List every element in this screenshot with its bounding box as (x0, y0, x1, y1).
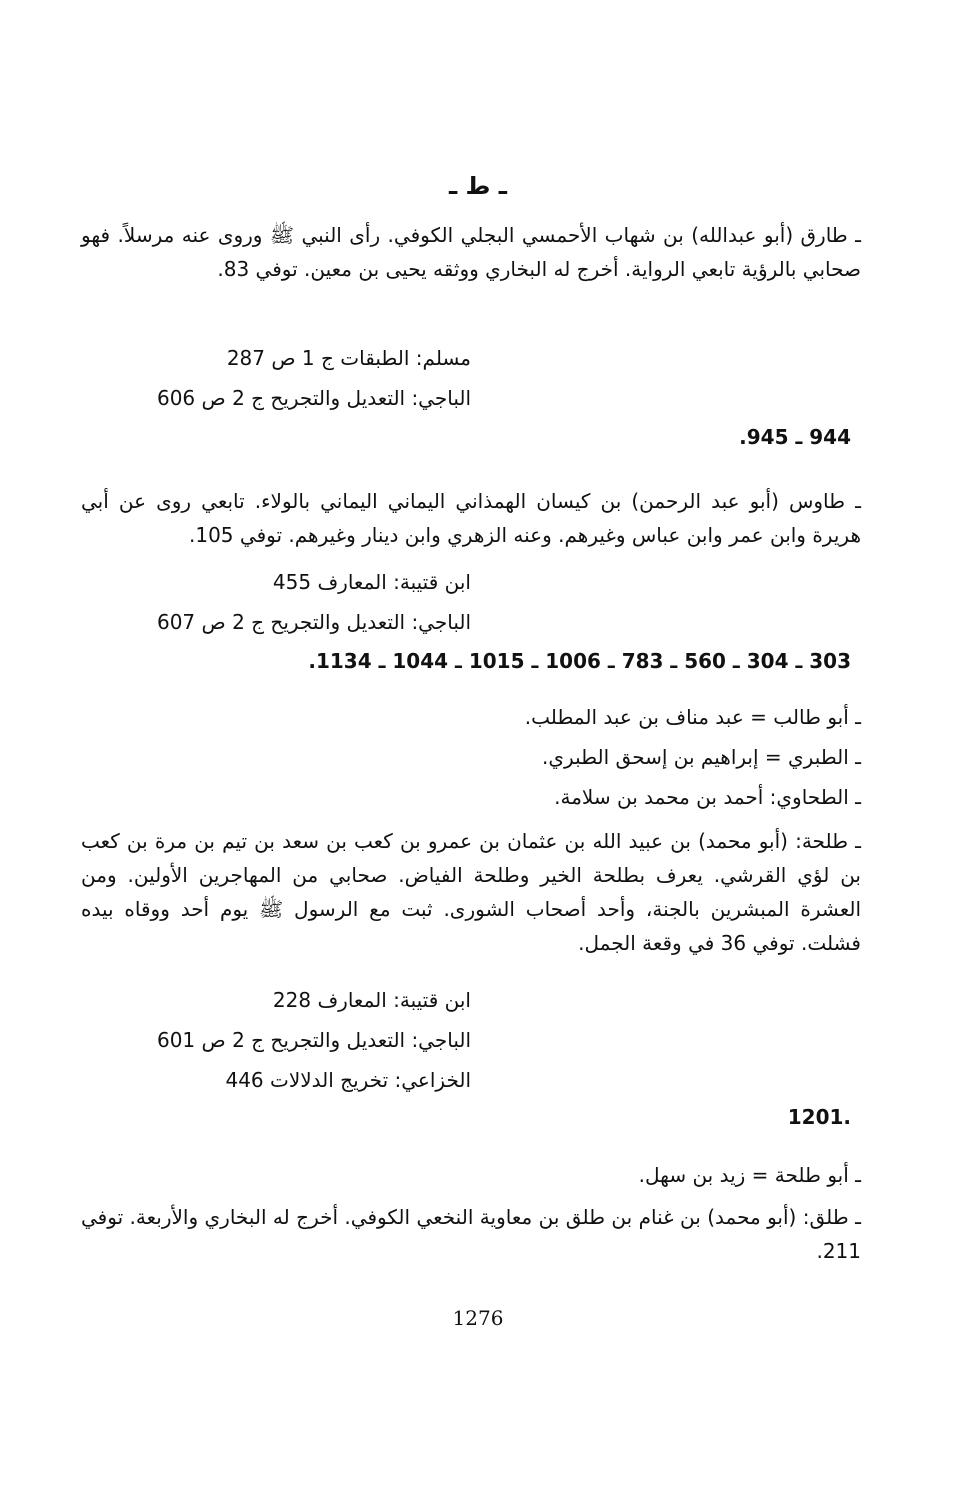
reference-numbers: 944 ـ 945. (739, 425, 851, 449)
cross-reference: ـ الطحاوي: أحمد بن محمد بن سلامة. (554, 785, 861, 809)
entry-tawus: ـ طاوس (أبو عبد الرحمن) بن كيسان الهمذاني اليماني اليماني بالولاء. تابعي روى عن أبي هريرة وابن عمر وابن عباس وغيرهم. وعنه الزهري وابن دينار وغيرهم. توفي 105. (81, 489, 861, 547)
reference-numbers: 1201. (787, 1105, 851, 1129)
source-line: الباجي: التعديل والتجريح ج 2 ص 607 (156, 610, 471, 634)
source-line: مسلم: الطبقات ج 1 ص 287 (226, 346, 471, 370)
source-line: الباجي: التعديل والتجريح ج 2 ص 601 (156, 1028, 471, 1052)
entry-talq: ـ طلق: (أبو محمد) بن غنام بن طلق بن معاوية النخعي الكوفي. أخرج له البخاري والأربعة. توفي 211. (81, 1205, 861, 1263)
reference-numbers: 303 ـ 304 ـ 560 ـ 783 ـ 1006 ـ 1015 ـ 1044 ـ 1134. (308, 649, 851, 673)
source-line: الباجي: التعديل والتجريح ج 2 ص 606 (156, 386, 471, 410)
cross-reference: ـ أبو طالب = عبد مناف بن عبد المطلب. (524, 705, 861, 729)
section-letter-heading: ـ ط ـ (448, 172, 508, 200)
entry-tariq: ـ طارق (أبو عبدالله) بن شهاب الأحمسي البجلي الكوفي. رأى النبي ﷺ وروى عنه مرسلاً. فهو صحابي بالرؤية تابعي الرواية. أخرج له البخاري ووثقه يحيى بن معين. توفي 83. (81, 223, 861, 281)
source-line: ابن قتيبة: المعارف 455 (272, 570, 471, 594)
source-line: ابن قتيبة: المعارف 228 (272, 988, 471, 1012)
page-number: 1276 (452, 1306, 504, 1330)
cross-reference: ـ الطبري = إبراهيم بن إسحق الطبري. (542, 745, 861, 769)
entry-talha: ـ طلحة: (أبو محمد) بن عبيد الله بن عثمان بن عمرو بن كعب بن سعد بن تيم بن مرة بن كعب بن لؤي القرشي. يعرف بطلحة الخير وطلحة الفياض. صحابي من المهاجرين الأولين. ومن العشرة المبشرين بالجنة، وأحد أصحاب الشورى. ثبت مع الرسول ﷺ يوم أحد ووقاه بيده فشلت. توفي 36 في وقعة الجمل. (81, 829, 861, 955)
source-line: الخزاعي: تخريج الدلالات 446 (225, 1068, 471, 1092)
cross-reference: ـ أبو طلحة = زيد بن سهل. (638, 1163, 861, 1187)
